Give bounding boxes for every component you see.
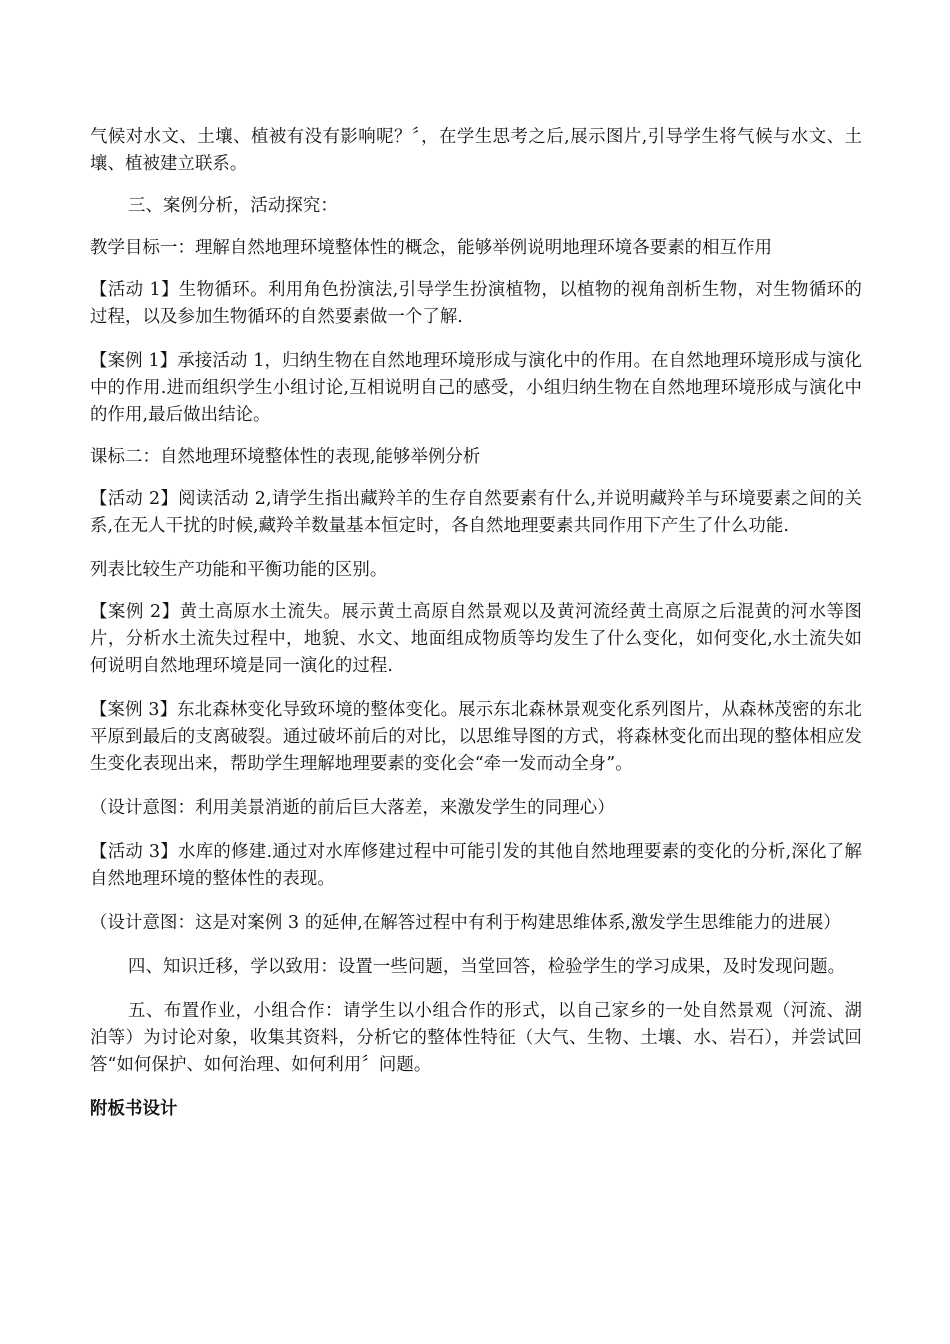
- paragraph-climate-link: 气候对水文、土壤、植被有没有影响呢？〞，在学生思考之后,展示图片,引导学生将气候与水文、土壤、植被建立联系。: [90, 127, 862, 174]
- case-2: 【案例 2】黄土高原水土流失。展示黄土高原自然景观以及黄河流经黄土高原之后混黄的河水等图片，分析水土流失过程中，地貌、水文、地面组成物质等均发生了什么变化，如何变化,水土流失如何说明自然地理环境是同一演化的过程.: [90, 602, 862, 676]
- section-three-heading: 三、案例分析，活动探究：: [128, 196, 338, 216]
- section-four: 四、知识迁移，学以致用：设置一些问题，当堂回答，检验学生的学习成果，及时发现问题。: [128, 957, 846, 977]
- section-five: 五、布置作业，小组合作：请学生以小组合作的形式，以自己家乡的一处自然景观（河流、湖泊等）为讨论对象，收集其资料，分析它的整体性特征（大气、生物、土壤、水、岩石），并尝试回答“如何保护、如何治理、如何利用〞问题。: [90, 1001, 862, 1075]
- case-1: 【案例 1】承接活动 1，归纳生物在自然地理环境形成与演化中的作用。在自然地理环境形成与演化中的作用.进而组织学生小组讨论,互相说明自己的感受，小组归纳生物在自然地理环境形成与演化中的作用,最后做出结论。: [90, 351, 862, 425]
- standard-two: 课标二：自然地理环境整体性的表现,能够举例分析: [90, 447, 481, 467]
- design-intent-2: （设计意图：这是对案例 3 的延伸,在解答过程中有利于构建思维体系,激发学生思维能力的进展）: [90, 913, 841, 933]
- case-3: 【案例 3】东北森林变化导致环境的整体变化。展示东北森林景观变化系列图片，从森林茂密的东北平原到最后的支离破裂。通过破坏前后的对比，以思维导图的方式，将森林变化而出现的整体相应发生变化表现出来，帮助学生理解地理要素的变化会“牵一发而动全身”。: [90, 700, 862, 774]
- design-intent-1: （设计意图：利用美景消逝的前后巨大落差，来激发学生的同理心）: [90, 798, 615, 818]
- document-page: [90, 124, 862, 1123]
- activity-2: 【活动 2】阅读活动 2,请学生指出藏羚羊的生存自然要素有什么,并说明藏羚羊与环境要素之间的关系,在无人干扰的时候,藏羚羊数量基本恒定时，各自然地理要素共同作用下产生了什么功能.: [90, 489, 862, 536]
- teaching-goal-one: 教学目标一：理解自然地理环境整体性的概念，能够举例说明地理环境各要素的相互作用: [90, 238, 773, 258]
- board-design-heading: 附板书设计: [90, 1099, 178, 1119]
- activity-1: 【活动 1】生物循环。利用角色扮演法,引导学生扮演植物，以植物的视角剖析生物，对生物循环的过程，以及参加生物循环的自然要素做一个了解.: [90, 280, 862, 327]
- table-compare: 列表比较生产功能和平衡功能的区别。: [90, 560, 388, 580]
- activity-3: 【活动 3】水库的修建.通过对水库修建过程中可能引发的其他自然地理要素的变化的分析,深化了解自然地理环境的整体性的表现。: [90, 842, 862, 889]
